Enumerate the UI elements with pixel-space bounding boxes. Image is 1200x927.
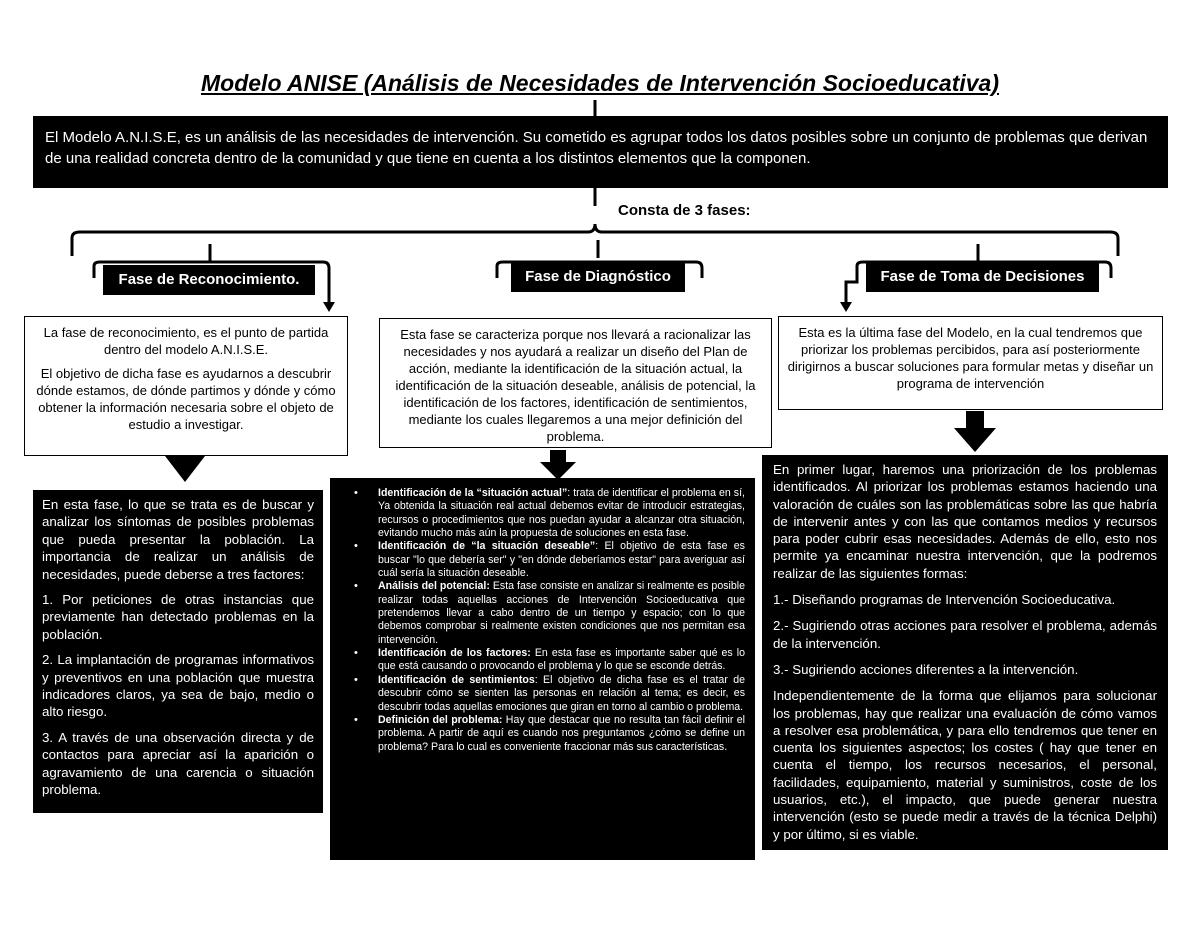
phase3-heading: Fase de Toma de Decisiones xyxy=(866,262,1099,292)
phase3-detail-p3: 2.- Sugiriendo otras acciones para resolver el problema, además de la intervención. xyxy=(773,618,1157,651)
item-term: Definición del problema: xyxy=(378,713,503,726)
phase1-detail-p4: 3. A través de una observación directa y de contactos para apreciar así la aparición o agravamiento de una carencia o situación problema. xyxy=(42,729,314,798)
item-term: Análisis del potencial: xyxy=(378,580,490,593)
item-term: Identificación de “la situación deseable” xyxy=(378,540,596,553)
list-item xyxy=(378,674,745,714)
phase1-detail-p2: 1. Por peticiones de otras instancias que previamente han detectado problemas en la población. xyxy=(42,592,314,642)
phase2-detail xyxy=(330,478,755,860)
item-text: : El objetivo de esta fase es buscar "lo que debería ser" y "en dónde deberíamos estar" para averiguar así cuál sería la situación deseable. xyxy=(378,540,745,580)
list-item xyxy=(378,714,745,754)
page-title: Modelo ANISE (Análisis de Necesidades de Intervención Socioeducativa) xyxy=(201,70,999,96)
list-item xyxy=(378,647,745,674)
phase1-description-p1: La fase de reconocimiento, es el punto de partida dentro del modelo A.N.I.S.E. xyxy=(43,325,329,357)
item-text: : El objetivo de dicha fase es el tratar de descubrir cómo se sienten las personas en relación al tema; es decir, es descubrir todas aquellas emociones que giran en torno al cambio o problema. xyxy=(378,673,745,713)
list-item xyxy=(378,580,745,647)
arrow-small-1 xyxy=(323,302,335,312)
arrow-down-2 xyxy=(540,450,576,480)
phase2-detail-list xyxy=(350,487,745,754)
phase2-description-p1: Esta fase se caracteriza porque nos llevará a racionalizar las necesidades y nos ayudará a realizar un diseño del Plan de acción, mediante la identificación de la situación actual, la identificación de la situación deseable, análisis de potencial, la identificación de los factores, identificación de sentimientos, mediante los cuales llegaremos a una mejor definición del problema. xyxy=(395,327,756,444)
list-item xyxy=(378,487,745,540)
phase3-detail-p4: 3.- Sugiriendo acciones diferentes a la intervención. xyxy=(773,661,1079,677)
phase1-heading: Fase de Reconocimiento. xyxy=(103,265,315,295)
phase1-description xyxy=(24,316,348,456)
item-text: Esta fase consiste en analizar si realmente es posible realizar todas aquellas acciones de Intervención Socioeducativa que pretendemos llevar a cabo dentro de un tiempo y espacio; con lo que debemos comprobar si realmente existen condiciones que nos permitan esa intervención. xyxy=(378,580,745,646)
phase1-detail-p1: En esta fase, lo que se trata es de buscar y analizar los síntomas de posibles problemas que pueda presentar la población. La importancia de realizar un análisis de necesidades, puede deberse a tres factores: xyxy=(42,497,314,582)
phase1-description-p2: El objetivo de dicha fase es ayudarnos a descubrir dónde estamos, de dónde partimos y dónde y cómo obtener la información necesaria sobre el objeto de estudio a investigar. xyxy=(36,366,336,432)
arrow-small-3 xyxy=(840,302,852,312)
phase1-detail-p3: 2. La implantación de programas informativos y preventivos en una población que muestra indicadores claros, ya sea de bajo, medio o alto riesgo. xyxy=(42,652,314,720)
list-item xyxy=(378,540,745,580)
item-text: : trata de identificar el problema en sí, Ya obtenida la situación real actual debemos evitar de introducir estrategias, recursos o procedimientos que nos puedan ayudar a alcanzar otra situación, evitando mucho más aún la propuesta de soluciones en esta fase. xyxy=(378,487,745,540)
arrow-down-3 xyxy=(954,411,996,452)
phase1-detail xyxy=(33,490,323,813)
intro-box: El Modelo A.N.I.S.E, es un análisis de las necesidades de intervención. Su cometido es agrupar todos los datos posibles sobre un conjunto de problemas que derivan de una realidad concreta dentro de la comunidad y que tiene en cuenta a los distintos elementos que la componen. xyxy=(33,116,1168,188)
phase3-detail-p5: Independientemente de la forma que elijamos para solucionar los problemas, hay que realizar una evaluación de cómo vamos a resolver esa problemática, y para ello tendremos que tener en cuenta los siguientes aspectos; los costes ( hay que tener en cuenta el tiempo, los recursos necesarios, el personal, facilidades, equipamiento, material y suministros, coste de los usuarios, etc.), el impacto, que puede generar nuestra intervención (esto se puede medir a través de la técnica Delphi) y por último, si es viable. xyxy=(773,688,1157,842)
item-term: Identificación de la “situación actual” xyxy=(378,487,568,499)
phase3-detail-p2: 1.- Diseñando programas de Intervención Socioeducativa. xyxy=(773,592,1116,608)
phase2-description xyxy=(379,318,772,448)
phase3-detail xyxy=(762,455,1168,850)
phase3-description-p1: Esta es la última fase del Modelo, en la cual tendremos que priorizar los problemas percibidos, para así posteriormente dirigirnos a buscar soluciones para formular metas y diseñar un programa de intervención xyxy=(787,325,1154,391)
phase3-detail-p1: En primer lugar, haremos una priorización de los problemas identificados. Al priorizar los problemas estamos haciendo una valoración de cuáles son las problemáticas sobre las que habría de intervenir antes y con las que contamos medios y recursos para poder cubrir esas necesidades. Además de ello, esto nos permite ya encaminar nuestra intervención, que la podremos realizar de las siguientes formas: xyxy=(773,462,1157,581)
phase3-left-drop xyxy=(846,278,857,304)
phase2-heading: Fase de Diagnóstico xyxy=(511,262,685,292)
item-text: En esta fase es importante saber qué es lo que está causando o provocando el problema y lo que se esconde detrás. xyxy=(378,647,745,673)
phases-caption: Consta de 3 fases: xyxy=(618,202,751,219)
phase3-description xyxy=(778,316,1163,410)
item-text: Hay que destacar que no resulta tan fácil definir el problema. A partir de aquí es cuando nos preguntamos ¿cómo se define un problema? Para lo cual es conveniente fraccionar más sus características. xyxy=(378,713,746,753)
item-term: Identificación de los factores: xyxy=(378,647,531,660)
item-term: Identificación de sentimientos xyxy=(378,673,535,686)
main-brace xyxy=(72,224,1118,256)
